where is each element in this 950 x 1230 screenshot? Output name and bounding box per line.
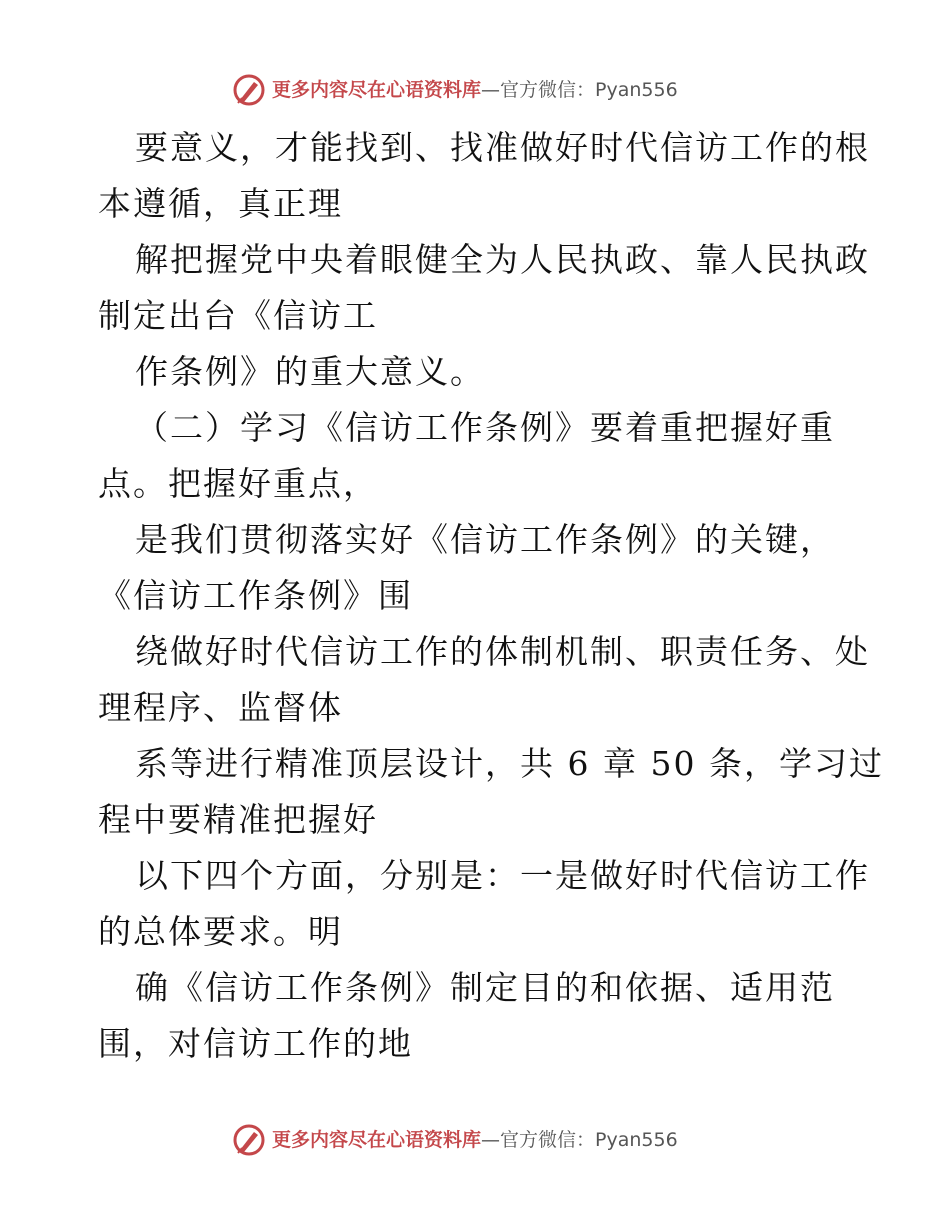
header-banner [232, 70, 712, 110]
banner-text-gray: —官方微信：Pyan556 [481, 78, 678, 101]
text-line: 是我们贯彻落实好《信访工作条例》的关键， [135, 520, 835, 559]
banner-text-gray: —官方微信：Pyan556 [481, 1128, 678, 1151]
footer-banner [232, 1120, 712, 1160]
text-line: 制定出台《信访工 [98, 296, 378, 335]
text-line: 程中要精准把握好 [98, 800, 378, 839]
text-line: 确《信访工作条例》制定目的和依据、适用范 [135, 968, 835, 1007]
banner-text [272, 78, 678, 101]
document-body [98, 120, 884, 1072]
text-line: 系等进行精准顶层设计，共 6 章 50 条，学习过 [135, 744, 884, 783]
banner-text-red: 更多内容尽在心语资料库 [272, 78, 482, 101]
text-line: 本遵循，真正理 [98, 184, 343, 223]
banner-text-red: 更多内容尽在心语资料库 [272, 1128, 482, 1151]
text-line: 围，对信访工作的地 [98, 1024, 413, 1063]
text-line: 要意义，才能找到、找准做好时代信访工作的根 [135, 128, 870, 167]
quill-logo-icon [232, 1123, 266, 1157]
text-line: （二）学习《信访工作条例》要着重把握好重 [135, 408, 835, 447]
text-line: 理程序、监督体 [98, 688, 343, 727]
text-line: 的总体要求。明 [98, 912, 343, 951]
quill-logo-icon [232, 73, 266, 107]
text-line: 《信访工作条例》围 [98, 576, 413, 615]
text-line: 以下四个方面，分别是：一是做好时代信访工作 [135, 856, 870, 895]
text-line: 作条例》的重大意义。 [135, 352, 485, 391]
text-line: 点。把握好重点， [98, 464, 378, 503]
text-line: 绕做好时代信访工作的体制机制、职责任务、处 [135, 632, 870, 671]
text-line: 解把握党中央着眼健全为人民执政、靠人民执政 [135, 240, 870, 279]
banner-text [272, 1128, 678, 1151]
